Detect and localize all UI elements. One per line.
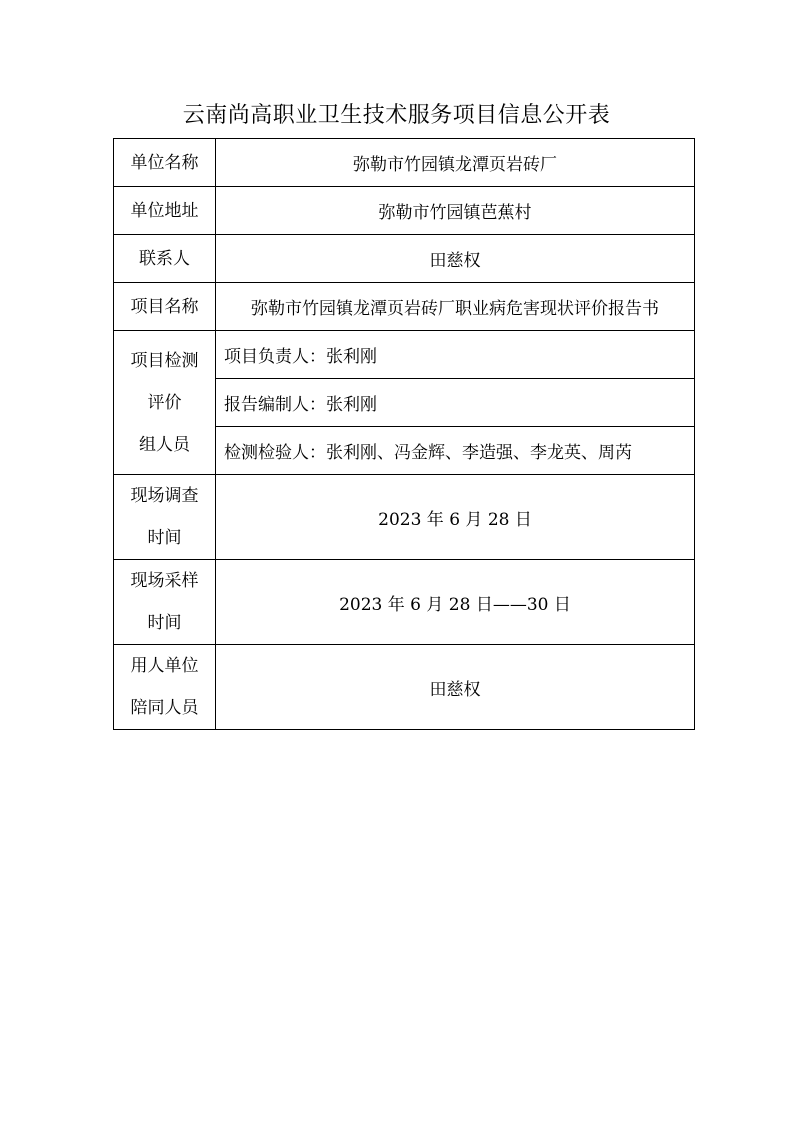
team-label-line: 组人员 [139,434,190,455]
contact-label: 联系人 [114,235,216,283]
escort-value: 田慈权 [216,645,695,730]
info-table [113,138,695,730]
unit-address-label: 单位地址 [114,187,216,235]
inspectors-value: 检测检验人：张利刚、冯金辉、李造强、李龙英、周芮 [216,427,695,475]
row-contact [114,235,695,283]
contact-value: 田慈权 [216,235,695,283]
project-name-value: 弥勒市竹园镇龙潭页岩砖厂职业病危害现状评价报告书 [216,283,695,331]
sampling-time-label [114,560,216,645]
team-leader-value: 项目负责人：张利刚 [216,331,695,379]
unit-name-value: 弥勒市竹园镇龙潭页岩砖厂 [216,139,695,187]
row-escort [114,645,695,730]
unit-name-label: 单位名称 [114,139,216,187]
sampling-time-value: 2023 年 6 月 28 日——30 日 [216,560,695,645]
sampling-time-label-line: 现场采样 [130,571,199,591]
escort-label [114,645,216,730]
survey-time-label-line: 现场调查 [130,486,199,506]
row-survey-time [114,475,695,560]
page-title: 云南尚高职业卫生技术服务项目信息公开表 [182,103,611,128]
escort-label-line: 用人单位 [130,656,199,676]
survey-time-label-line: 时间 [147,528,182,548]
sampling-time-label-line: 时间 [147,613,182,633]
row-team-leader [114,331,695,379]
project-name-label: 项目名称 [114,283,216,331]
unit-address-value: 弥勒市竹园镇芭蕉村 [216,187,695,235]
escort-label-line: 陪同人员 [130,698,199,718]
team-label-line: 项目检测 [130,350,199,371]
row-unit-name [114,139,695,187]
row-sampling-time [114,560,695,645]
survey-time-label [114,475,216,560]
team-label-line: 评价 [147,392,182,413]
team-label [114,331,216,475]
report-author-value: 报告编制人：张利刚 [216,379,695,427]
survey-time-value: 2023 年 6 月 28 日 [216,475,695,560]
row-project-name [114,283,695,331]
row-unit-address [114,187,695,235]
